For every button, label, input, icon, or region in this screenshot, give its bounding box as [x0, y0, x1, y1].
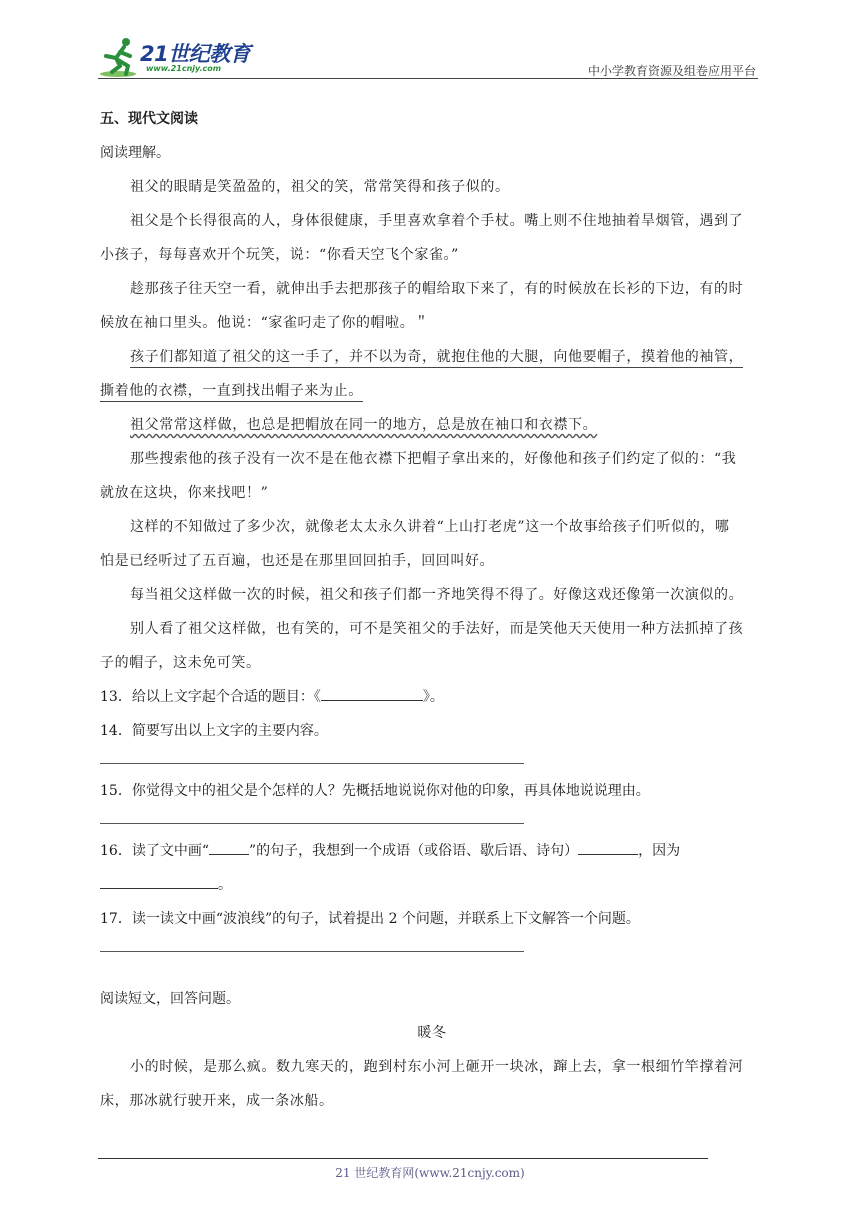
idiom-answer-blank[interactable]: [578, 840, 638, 855]
paragraph: 那些搜索他的孩子没有一次不是在他衣襟下把帽子拿出来的，好像他和孩子们约定了似的：“我: [130, 451, 737, 467]
underlined-text: 孩子们都知道了祖父的这一手了，并不以为奇，就抱住他的大腿，向他要帽子，摸着他的袖管，: [130, 349, 743, 368]
section-intro: 阅读理解。: [100, 145, 170, 161]
section-title: 五、现代文阅读: [100, 111, 198, 127]
underlined-text: 撕着他的衣襟，一直到找出帽子来为止。: [100, 383, 363, 402]
paragraph: 祖父是个长得很高的人，身体很健康，手里喜欢拿着个手杖。嘴上则不住地抽着旱烟管，遇到了: [130, 213, 744, 229]
paragraph: 祖父的眼睛是笑盈盈的，祖父的笑，常常笑得和孩子似的。: [130, 179, 510, 195]
underline-marker-blank: [209, 840, 249, 855]
document-body: [100, 102, 764, 1118]
footer-divider: [98, 1158, 708, 1159]
wavy-underlined-text: 祖父常常这样做，也总是把帽放在同一的地方，总是放在袖口和衣襟下。: [130, 417, 598, 433]
page-footer: 21 世纪教育网(www.21cnjy.com): [335, 1166, 525, 1180]
paragraph: 就放在这块，你来找吧！”: [100, 485, 269, 501]
title-answer-blank[interactable]: [321, 686, 423, 701]
paragraph: 小孩子，每每喜欢开个玩笑，说：“你看天空飞个家雀。”: [100, 247, 459, 263]
logo-text: 21世纪教育: [140, 42, 251, 66]
question-16-continued: [100, 868, 764, 902]
logo: [98, 36, 258, 80]
paragraph: 趁那孩子往天空一看，就伸出手去把那孩子的帽给取下来了，有的时候放在长衫的下边，有的时: [130, 281, 744, 297]
answer-line[interactable]: [100, 822, 524, 824]
question-text: 》。: [422, 689, 444, 705]
platform-name: 中小学教育资源及组卷应用平台: [587, 64, 756, 78]
answer-line[interactable]: [100, 950, 524, 952]
paragraph: 别人看了祖父这样做，也有笑的，可不是笑祖父的手法好，而是笑他天天使用一种方法抓掉了孩: [130, 621, 744, 637]
header-divider: [98, 78, 758, 79]
question-text: ”的句子，我想到一个成语（或俗语、歇后语、诗句）: [248, 843, 579, 859]
question-text: 16．读了文中画“: [100, 843, 209, 859]
question-16: [100, 834, 764, 868]
question-13: [100, 680, 764, 714]
paragraph: 小的时候，是那么疯。数九寒天的，跑到村东小河上砸开一块冰，蹿上去，拿一根细竹竿撑着河: [130, 1059, 744, 1075]
underlined-paragraph: [100, 374, 764, 408]
question-text: 。: [218, 877, 232, 893]
paragraph: 子的帽子，这未免可笑。: [100, 655, 261, 671]
runner-logo-icon: [98, 36, 142, 80]
paragraph: 候放在袖口里头。他说：“家雀叼走了你的帽啦。＂: [100, 315, 429, 331]
page-header: [98, 36, 758, 80]
paragraph: 这样的不知做过了多少次，就像老太太永久讲着“上山打老虎”这一个故事给孩子们听似的，哪: [130, 519, 730, 535]
underlined-paragraph: [100, 340, 764, 374]
wavy-paragraph: [100, 408, 764, 442]
question-14: 14．简要写出以上文字的主要内容。: [100, 723, 328, 739]
question-text: 13．给以上文字起个合适的题目：《: [100, 689, 321, 705]
answer-line[interactable]: [100, 762, 524, 764]
question-17: 17．读一读文中画“波浪线”的句子，试着提出 2 个问题，并联系上下文解答一个问题。: [100, 911, 640, 927]
spacer: [100, 962, 764, 982]
passage2-intro: 阅读短文，回答问题。: [100, 991, 240, 1007]
logo-url: www.21cnjy.com: [146, 64, 222, 73]
passage2-title: 暖冬: [417, 1025, 447, 1041]
question-text: ，因为: [638, 843, 681, 859]
paragraph: 怕是已经听过了五百遍，也还是在那里回回拍手，回回叫好。: [100, 553, 495, 569]
question-15: 15．你觉得文中的祖父是个怎样的人？先概括地说说你对他的印象，再具体地说说理由。: [100, 783, 650, 799]
paragraph: 每当祖父这样做一次的时候，祖父和孩子们都一齐地笑得不得了。好像这戏还像第一次演似的。: [130, 587, 744, 603]
paragraph: 床，那冰就行驶开来，成一条冰船。: [100, 1093, 334, 1109]
reason-answer-blank[interactable]: [100, 874, 218, 889]
